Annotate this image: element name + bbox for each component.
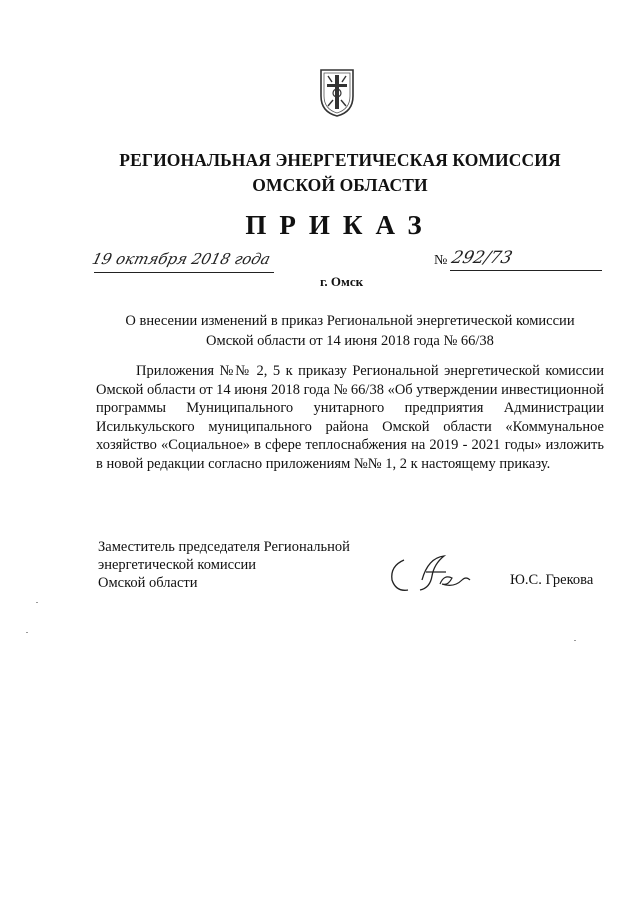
document-type-title: ПРИКАЗ <box>245 210 435 240</box>
number-underline <box>450 270 602 271</box>
date-underline <box>94 272 274 273</box>
coat-of-arms-icon <box>318 66 356 118</box>
scan-speck <box>36 602 38 603</box>
body-paragraph: Приложения №№ 2, 5 к приказу Региональной энергетической комиссии Омской области от 14 июня 2018 года № 66/38 «Об утверждении инвестиционной программы Муниципального унитарного предприятия Администрации Исилькульского муниципального района Омской области «Коммунальное хозяйство «Социальное» в сфере теплоснабжения на 2019 - 2021 годы» изложить в новой редакции согласно приложениям №№ 1, 2 к настоящему приказу. <box>96 363 604 472</box>
organization-name-line2: ОМСКОЙ ОБЛАСТИ <box>252 175 428 195</box>
signer-position-line1: Заместитель председателя Региональной <box>98 539 350 555</box>
document-date: 19 октября 2018 года <box>90 250 273 268</box>
document-city: г. Омск <box>320 274 364 289</box>
scan-speck <box>26 632 28 633</box>
handwritten-signature-icon <box>382 550 482 600</box>
signer-name: Ю.С. Грекова <box>510 572 594 588</box>
signer-position-line3: Омской области <box>98 575 198 591</box>
organization-name-line1: РЕГИОНАЛЬНАЯ ЭНЕРГЕТИЧЕСКАЯ КОМИССИЯ <box>119 150 561 170</box>
scan-speck <box>574 640 576 641</box>
subject-line1: О внесении изменений в приказ Региональной энергетической комиссии <box>125 313 575 329</box>
document-number: 292/73 <box>449 248 515 268</box>
signer-position-line2: энергетической комиссии <box>98 557 257 573</box>
number-label: № <box>434 253 448 268</box>
subject-line2: Омской области от 14 июня 2018 года № 66/38 <box>206 333 494 349</box>
